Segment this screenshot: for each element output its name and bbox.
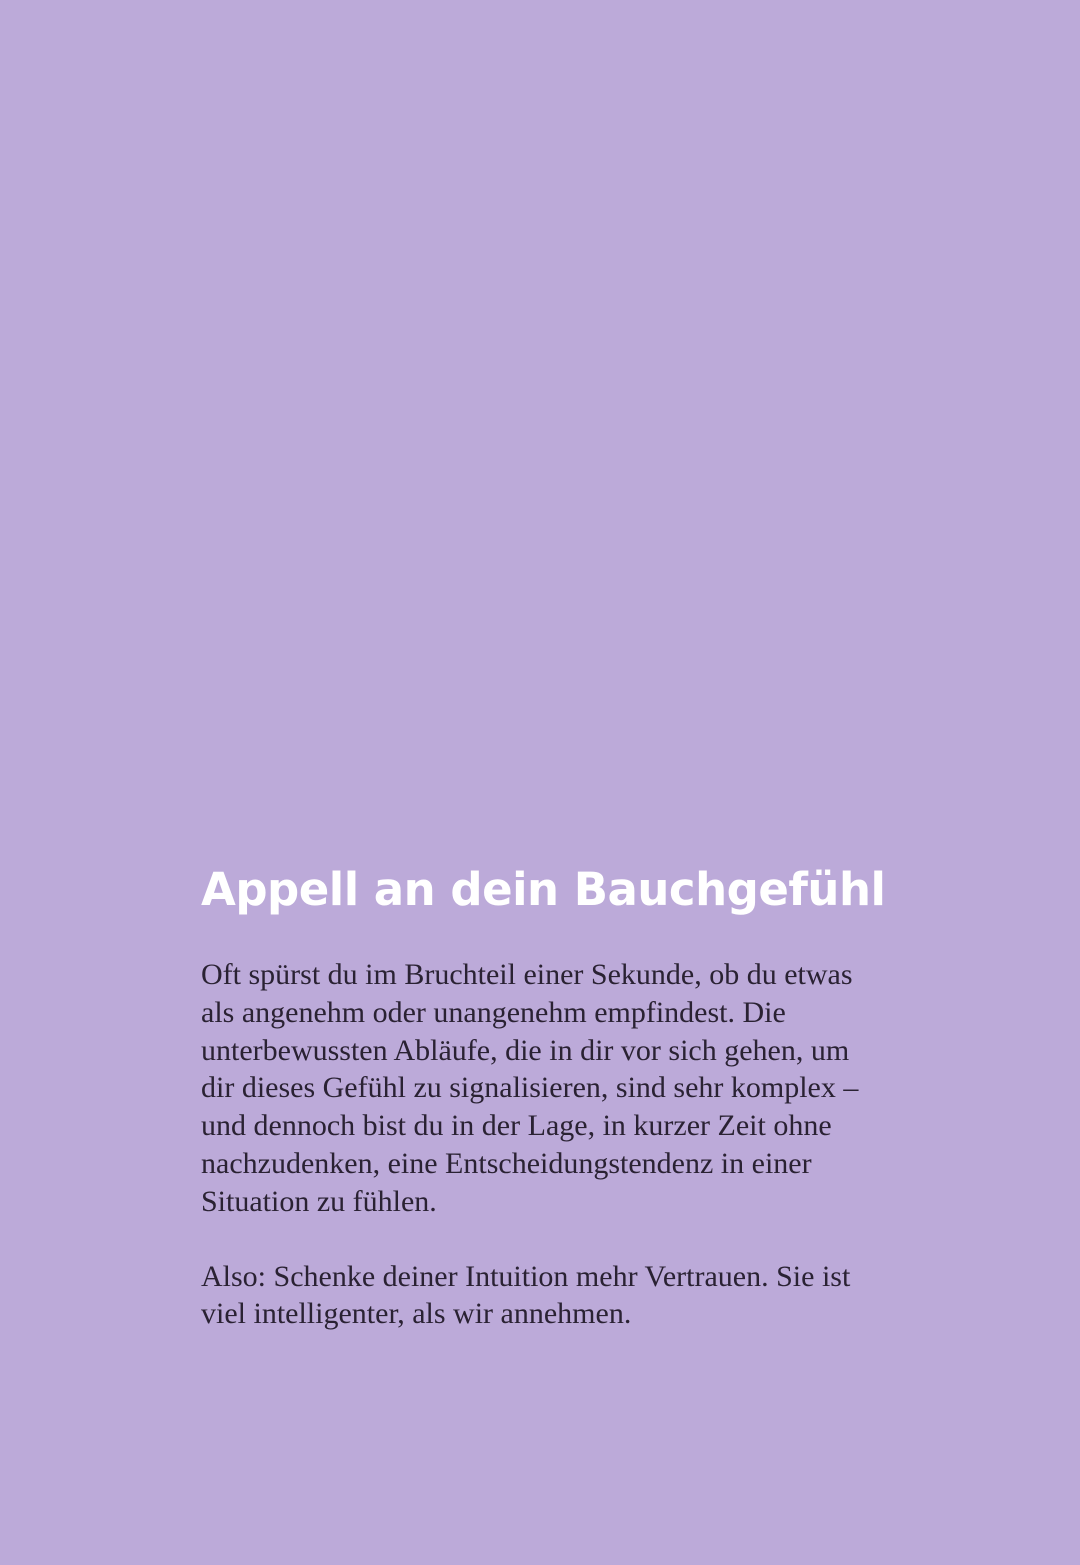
article <box>201 860 901 1333</box>
paragraph-line: dir dieses Gefühl zu signalisieren, sind sehr komplex – <box>201 1071 859 1105</box>
article-title: Appell an dein Bauchgefühl <box>201 863 886 916</box>
paragraph-line: und dennoch bist du in der Lage, in kurzer Zeit ohne <box>201 1109 832 1143</box>
paragraph-line: viel intelligenter, als wir annehmen. <box>201 1297 632 1331</box>
paragraph-line: Oft spürst du im Bruchteil einer Sekunde, ob du etwas <box>201 958 853 991</box>
article-paragraph-2 <box>201 1258 901 1334</box>
paragraph-line: als angenehm oder unangenehm empfindest. Die <box>201 995 786 1029</box>
paragraph-line: nachzudenken, eine Entscheidungstendenz in einer <box>201 1146 812 1180</box>
article-paragraph-1 <box>201 956 901 1221</box>
paragraph-line: unterbewussten Abläufe, die in dir vor sich gehen, um <box>201 1033 850 1067</box>
paragraph-line: Also: Schenke deiner Intuition mehr Vertrauen. Sie ist <box>201 1259 851 1293</box>
paragraph-line: Situation zu fühlen. <box>201 1184 437 1218</box>
